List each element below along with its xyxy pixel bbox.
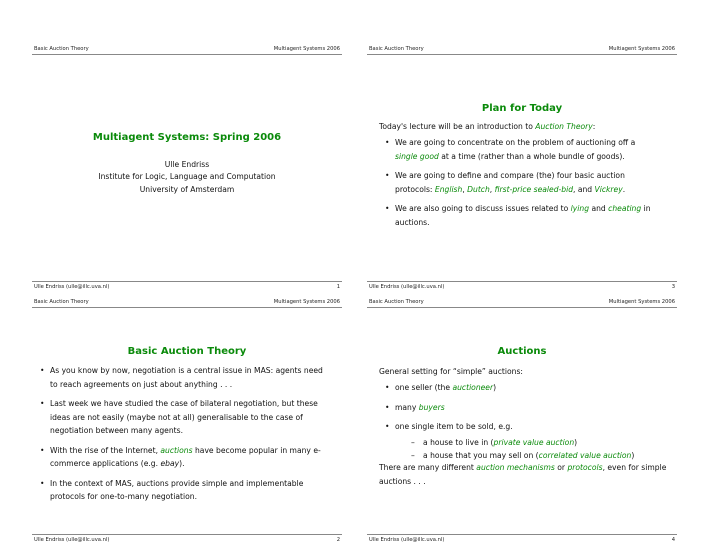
bullet-list xyxy=(36,364,326,510)
slide-3 xyxy=(367,44,677,294)
header-right: Multiagent Systems 2006 xyxy=(273,46,340,52)
slide-1 xyxy=(32,44,342,294)
institute: Institute for Logic, Language and Computation xyxy=(98,172,276,182)
page-number: 3 xyxy=(671,284,675,290)
bullet-list xyxy=(381,136,657,235)
intro-text: General setting for “simple” auctions: xyxy=(379,367,523,376)
sub-list-item: – a house that you may sell on (correlated value auction) xyxy=(395,449,671,463)
header-left: Basic Auction Theory xyxy=(34,46,89,52)
slide-title: Plan for Today xyxy=(481,103,563,114)
slide-4 xyxy=(367,297,677,547)
header-left: Basic Auction Theory xyxy=(369,46,424,52)
slide-title: Auctions xyxy=(497,346,547,357)
slide-header xyxy=(32,297,342,308)
outro-text: There are many different auction mechanisms or protocols, even for simple auctions . . . xyxy=(379,463,667,486)
header-right: Multiagent Systems 2006 xyxy=(273,299,340,305)
list-item: • We are going to concentrate on the problem of auctioning off a single good at a time (rather than a whole bundle of goods). xyxy=(381,136,657,163)
sub-list-item: – a house to live in (private value auction) xyxy=(395,436,671,450)
page-number: 4 xyxy=(671,537,675,543)
header-right: Multiagent Systems 2006 xyxy=(608,299,675,305)
slide-footer xyxy=(32,534,342,547)
slide-header xyxy=(32,44,342,55)
list-item: • With the rise of the Internet, auctions have become popular in many e-commerce applications (e.g. ebay). xyxy=(36,444,326,471)
footer-left: Ulle Endriss (ulle@illc.uva.nl) xyxy=(369,284,445,290)
footer-left: Ulle Endriss (ulle@illc.uva.nl) xyxy=(34,284,110,290)
list-item: • one seller (the auctioneer) xyxy=(381,381,671,395)
list-item: • We are also going to discuss issues related to lying and cheating in auctions. xyxy=(381,202,657,229)
footer-left: Ulle Endriss (ulle@illc.uva.nl) xyxy=(34,537,110,543)
header-right: Multiagent Systems 2006 xyxy=(608,46,675,52)
slide-footer xyxy=(367,281,677,294)
page-number: 1 xyxy=(336,284,340,290)
slide-footer xyxy=(367,534,677,547)
list-item: • Last week we have studied the case of bilateral negotiation, but these ideas are not easily (maybe not at all) generalisable to the case of negotiation between many agents. xyxy=(36,397,326,438)
list-item: • many buyers xyxy=(381,401,671,415)
list-item: • We are going to define and compare (the) four basic auction protocols: English, Dutch, first-price sealed-bid, and Vickrey. xyxy=(381,169,657,196)
footer-left: Ulle Endriss (ulle@illc.uva.nl) xyxy=(369,537,445,543)
title-info xyxy=(32,159,342,196)
slide-2 xyxy=(32,297,342,547)
header-left: Basic Auction Theory xyxy=(34,299,89,305)
slide-title: Multiagent Systems: Spring 2006 xyxy=(92,132,282,143)
slide-footer xyxy=(32,281,342,294)
bullet-list xyxy=(381,381,671,469)
slide-header xyxy=(367,44,677,55)
slide-title: Basic Auction Theory xyxy=(127,346,247,357)
list-item: • As you know by now, negotiation is a central issue in MAS: agents need to reach agreements on just about anything . . . xyxy=(36,364,326,391)
author: Ulle Endriss xyxy=(164,160,210,169)
slide-header xyxy=(367,297,677,308)
university: University of Amsterdam xyxy=(139,184,235,194)
intro-text: Today's lecture will be an introduction to Auction Theory: xyxy=(379,122,596,131)
page-number: 2 xyxy=(336,537,340,543)
sub-list xyxy=(395,436,671,463)
list-item: • one single item to be sold, e.g. – a house to live in (private value auction) – a house that you may sell on (correlated value auction) xyxy=(381,420,671,463)
list-item: • In the context of MAS, auctions provide simple and implementable protocols for one-to-many negotiation. xyxy=(36,477,326,504)
header-left: Basic Auction Theory xyxy=(369,299,424,305)
